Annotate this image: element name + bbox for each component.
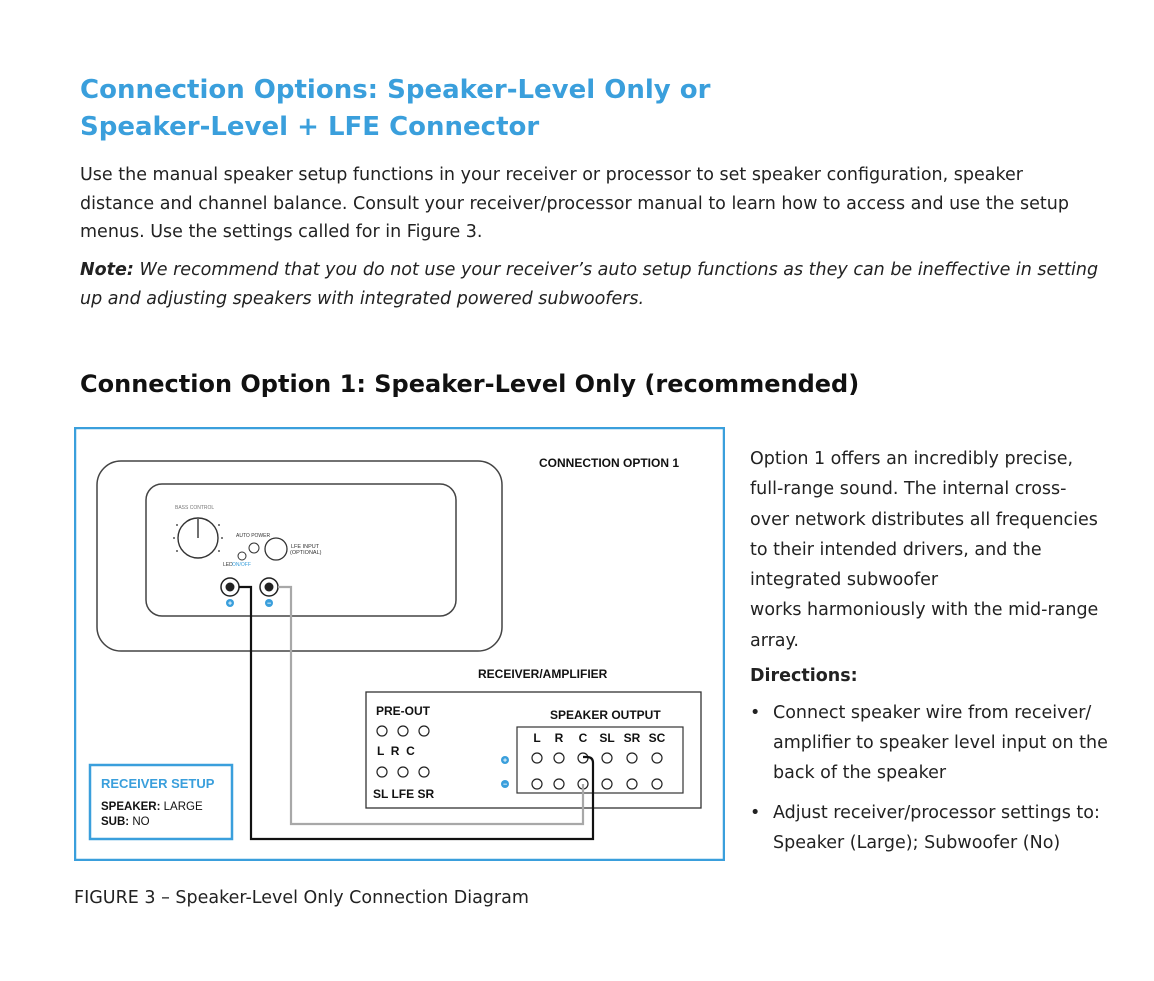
pre-out-channels-row-1: L R C <box>377 744 415 758</box>
option-intro <box>750 444 1120 656</box>
diagram-title: CONNECTION OPTION 1 <box>539 456 680 470</box>
sub-setting-value: NO <box>129 816 150 828</box>
pre-out-jacks-row-1 <box>377 726 429 736</box>
receiver-setup-sub <box>101 816 150 828</box>
option-description <box>750 444 1120 868</box>
channel-label-sc: SC <box>648 731 666 745</box>
receiver-setup-title: RECEIVER SETUP <box>101 776 215 791</box>
auto-power-switch-icon <box>249 543 259 553</box>
page-heading <box>80 72 710 146</box>
intro-line: Option 1 offers an incredibly precise, <box>750 449 1074 469</box>
figure-caption: FIGURE 3 – Speaker-Level Only Connection Diagram <box>74 888 529 908</box>
receiver-setup-speaker <box>101 801 203 813</box>
directions-title: Directions: <box>750 666 858 687</box>
bass-control-label: BASS CONTROL <box>175 505 215 511</box>
minus-symbol-receiver: − <box>502 781 508 789</box>
page-heading-line-2: Speaker-Level + LFE Connector <box>80 112 540 142</box>
led-onoff-label: ON/OFF <box>232 562 251 568</box>
positive-binding-post-icon <box>221 578 239 596</box>
note-paragraph <box>80 256 1110 313</box>
intro-line: full-range sound. The internal cross- <box>750 479 1067 500</box>
section-heading: Connection Option 1: Speaker-Level Only (recommended) <box>80 370 860 398</box>
channel-label-l: L <box>533 731 541 745</box>
minus-symbol-speaker: − <box>266 600 272 608</box>
channel-label-r: R <box>554 731 564 745</box>
intro-line: over network distributes all frequencies <box>750 509 1098 530</box>
receiver-amplifier-label: RECEIVER/AMPLIFIER <box>478 667 608 681</box>
plus-symbol-receiver: + <box>502 757 508 765</box>
speaker-output-label: SPEAKER OUTPUT <box>550 708 661 722</box>
page-heading-line-1: Connection Options: Speaker-Level Only or <box>80 75 711 105</box>
led-indicator-icon <box>238 552 246 560</box>
intro-paragraph: Use the manual speaker setup functions in your receiver or processor to set speaker configuration, speaker distance and channel balance. Consult your receiver/processor manual to learn how to access and use the setup menus. Use the settings called for in Figure 3. <box>80 165 1069 242</box>
direction-item: • Connect speaker wire from receiver/ amplifier to speaker level input on the back of the speaker <box>750 698 1120 788</box>
plus-symbol-speaker: + <box>227 600 233 608</box>
direction-item: • Adjust receiver/processor settings to: Speaker (Large); Subwoofer (No) <box>750 798 1120 858</box>
speaker-setting-label: SPEAKER: <box>101 801 161 813</box>
pre-out-channels-row-2: SL LFE SR <box>373 787 435 801</box>
auto-power-label: AUTO POWER <box>236 533 271 539</box>
intro-line: to their intended drivers, and the <box>750 539 1042 560</box>
sub-setting-label: SUB: <box>101 816 130 828</box>
directions-list <box>750 698 1120 858</box>
lfe-input-label-line1: LFE INPUT <box>291 544 320 550</box>
intro-line: works harmoniously with the mid-range <box>750 600 1099 621</box>
lfe-input-label-line2: (OPTIONAL) <box>290 550 322 556</box>
pre-out-label: PRE-OUT <box>376 704 430 718</box>
negative-binding-post-icon <box>260 578 278 596</box>
intro-line: integrated subwoofer <box>750 570 939 591</box>
note-text: We recommend that you do not use your receiver’s auto setup functions as they can be ineffective in setting up and adjusting speakers with integrated powered subwoofers. <box>80 260 1099 309</box>
pre-out-jacks-row-2 <box>377 767 429 777</box>
channel-label-c: C <box>578 731 588 745</box>
intro-line: array. <box>750 630 799 651</box>
channel-label-sl: SL <box>599 731 615 745</box>
speaker-setting-value: LARGE <box>160 801 203 813</box>
lfe-input-jack-icon <box>265 538 287 560</box>
connection-diagram <box>74 427 725 861</box>
channel-label-sr: SR <box>623 731 641 745</box>
note-label: Note: <box>80 260 134 280</box>
led-label: LED <box>223 562 233 568</box>
